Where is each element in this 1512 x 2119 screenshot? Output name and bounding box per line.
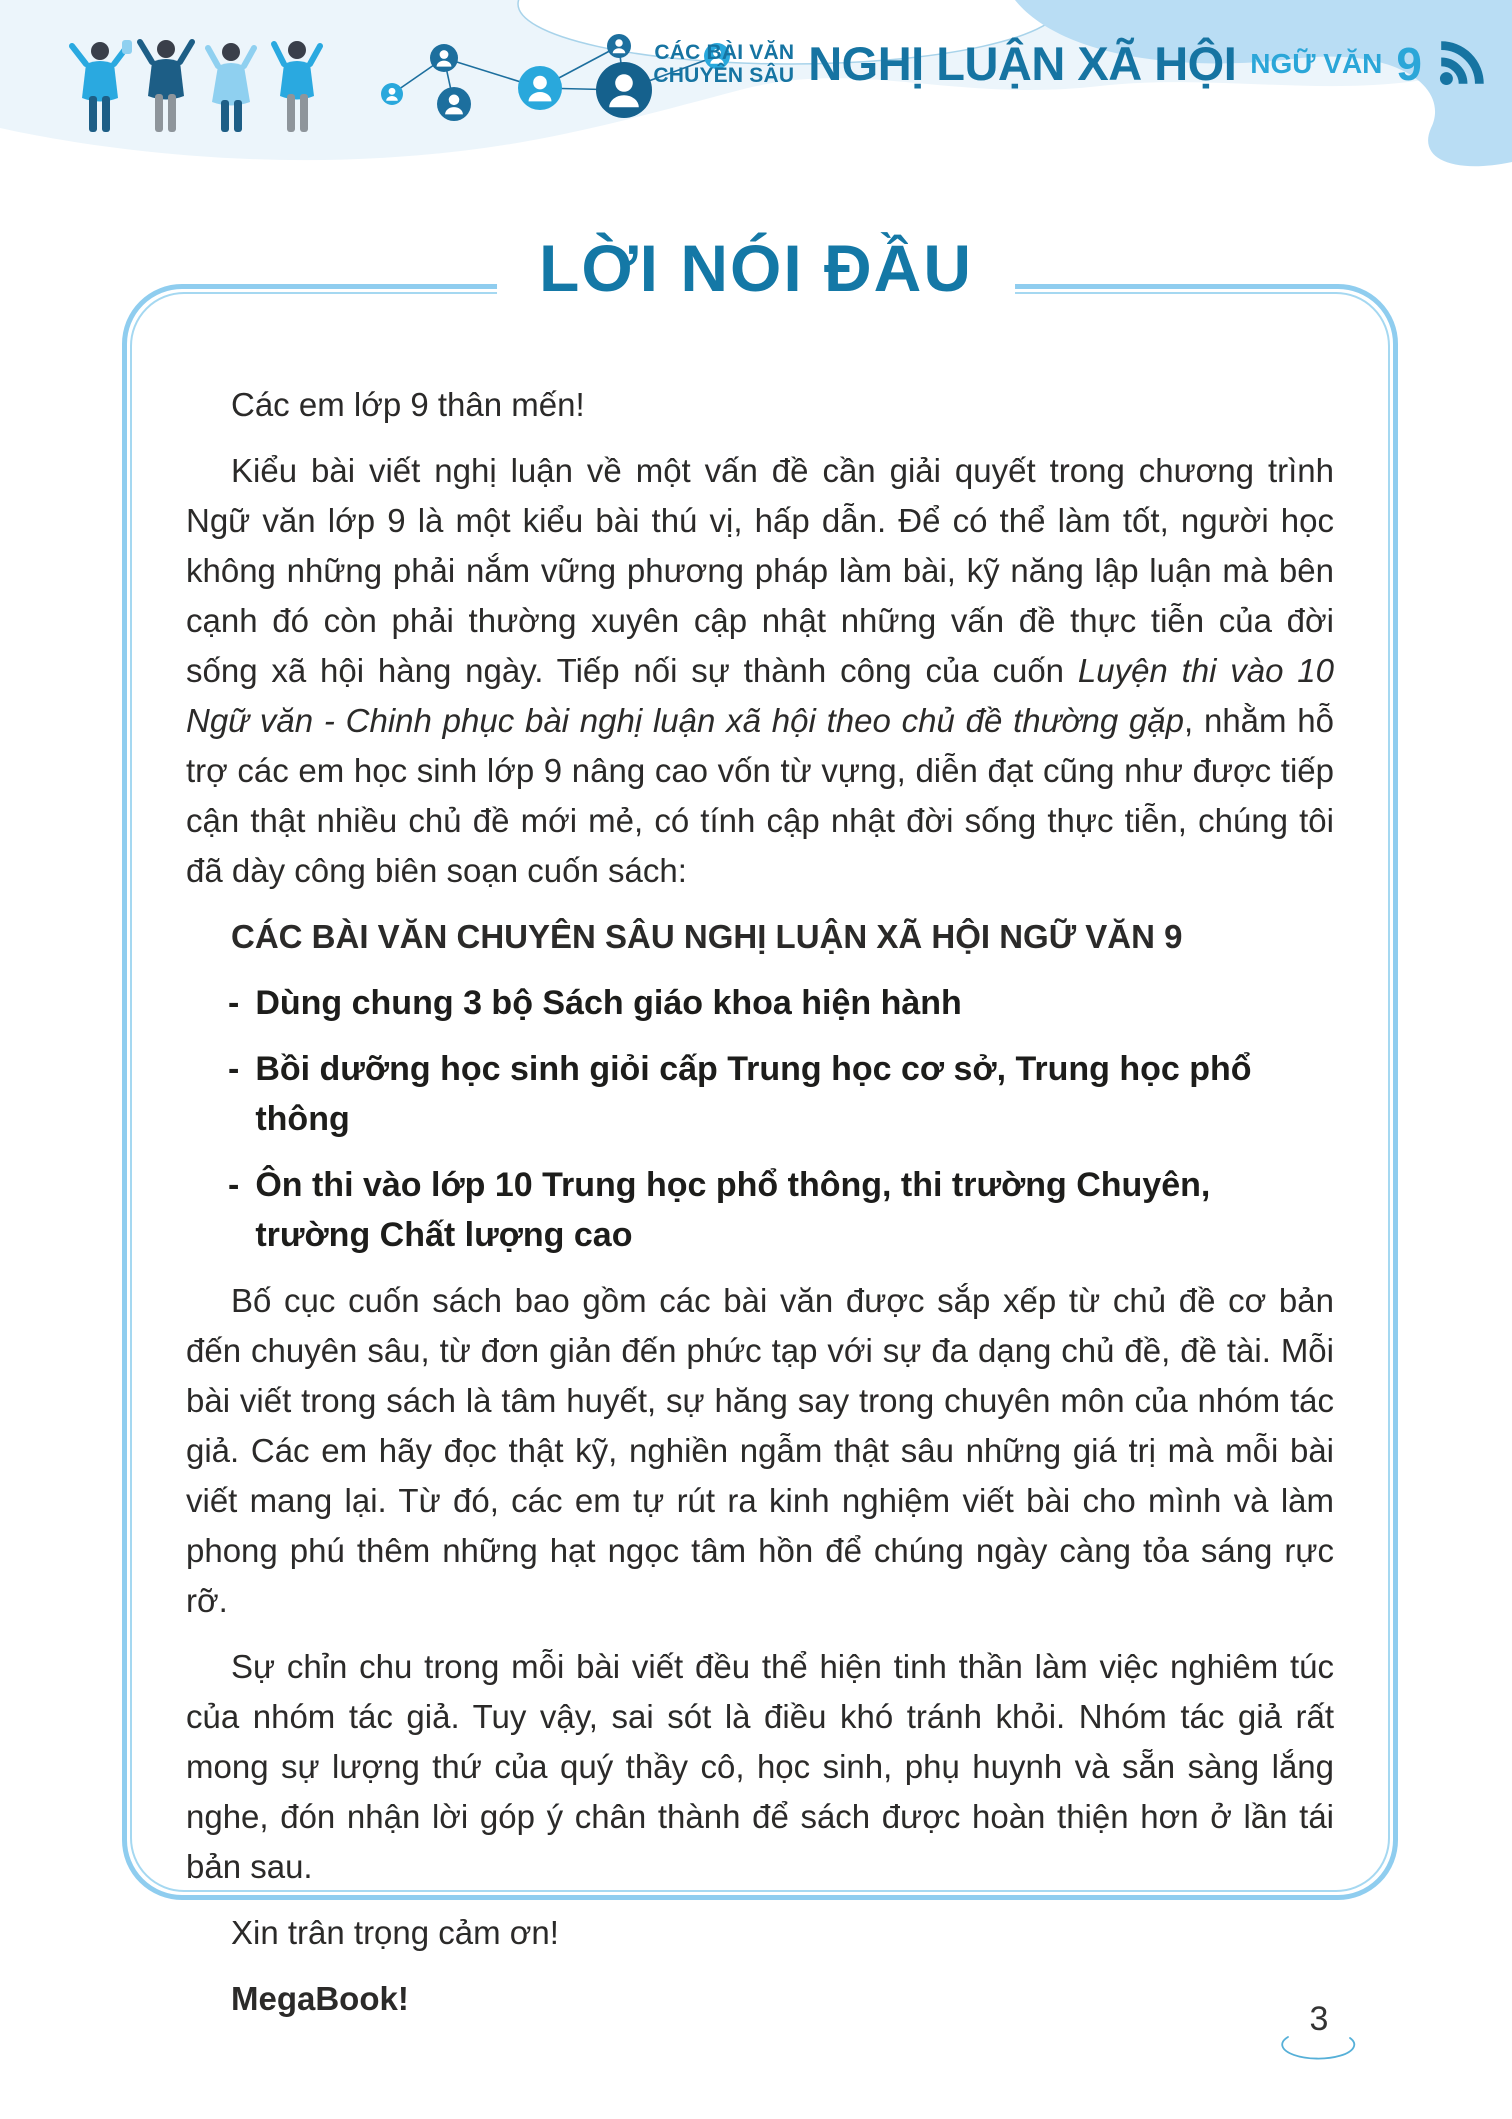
preface-paragraph-2: Bố cục cuốn sách bao gồm các bài văn được sắp xếp từ chủ đề cơ bản đến chuyên sâu, từ đơn giản đến phức tạp với sự đa dạng chủ đề, đề tài. Mỗi bài viết trong sách là tâm huyết, sự hăng say trong chuyên môn của nhóm tác giả. Các em hãy đọc thật kỹ, nghiền ngẫm thật sâu những giá trị mà mỗi bài viết mang lại. Từ đó, các em tự rút ra kinh nghiệm viết bài cho mình và làm phong phú thêm những hạt ngọc tâm hồn để chúng ngày càng tỏa sáng rực rỡ.: [186, 1282, 1334, 1619]
preface-box-inner: [130, 292, 1390, 2017]
bullet-text: Bồi dưỡng học sinh giỏi cấp Trung học cơ sở, Trung học phổ thông: [255, 1050, 1252, 1138]
closing-line: Xin trân trọng cảm ơn!: [231, 1914, 559, 1951]
preface-paragraph-1: [186, 446, 1334, 896]
page-number: 3: [1309, 2000, 1329, 2038]
referenced-book-title: Luyện thi vào 10 Ngữ văn - Chinh phục bài nghị luận xã hội theo chủ đề thường gặp: [186, 652, 1334, 739]
book-name-heading: CÁC BÀI VĂN CHUYÊN SÂU NGHỊ LUẬN XÃ HỘI NGỮ VĂN 9: [231, 918, 1183, 955]
people-group-icon: [62, 34, 338, 138]
book-brand: [653, 36, 1486, 91]
page-header: [0, 0, 1512, 250]
paragraph-text: , nhằm hỗ trợ các em học sinh lớp 9 nâng cao vốn từ vựng, diễn đạt cũng như được tiếp cận thật nhiều chủ đề mới mẻ, có tính cập nhật đời sống thực tiễn, chúng tôi đã dày công biên soạn cuốn sách:: [186, 702, 1334, 889]
bullet-text: Dùng chung 3 bộ Sách giáo khoa hiện hành: [255, 984, 962, 1022]
rss-icon: [1436, 39, 1486, 89]
page-title: LỜI NÓI ĐẦU: [497, 220, 1015, 316]
bullet-item: [228, 978, 1334, 1028]
bullet-text: Ôn thi vào lớp 10 Trung học phổ thông, thi trường Chuyên, trường Chất lượng cao: [255, 1166, 1211, 1254]
publisher-signature: MegaBook!: [231, 1980, 409, 2017]
bullet-marker: -: [228, 1050, 240, 1088]
brand-subject: NGỮ VĂN: [1250, 47, 1383, 79]
preface-box: [122, 284, 1398, 2017]
bullet-item: [228, 1160, 1334, 1260]
bullet-marker: -: [228, 984, 240, 1022]
paragraph-text: Kiểu bài viết nghị luận về một vấn đề cần giải quyết trong chương trình Ngữ văn lớp 9 là một kiểu bài thú vị, hấp dẫn. Để có thể làm tốt, người học không những phải nắm vững phương pháp làm bài, kỹ năng lập luận mà bên cạnh đó còn phải thường xuyên cập nhật những vấn đề thực tiễn của đời sống xã hội hàng ngày. Tiếp nối sự thành công của cuốn: [186, 452, 1334, 689]
preface-paragraph-3: Sự chỉn chu trong mỗi bài viết đều thể hiện tinh thần làm việc nghiêm túc của nhóm tác giả. Tuy vậy, sai sót là điều khó tránh khỏi. Nhóm tác giả rất mong sự lượng thứ của quý thầy cô, học sinh, phụ huynh và sẵn sàng lắng nghe, đón nhận lời góp ý chân thành để sách được hoàn thiện hơn ở lần tái bản sau.: [186, 1648, 1334, 1885]
feature-bullet-list: [186, 978, 1334, 1260]
bullet-marker: -: [228, 1166, 240, 1204]
brand-title: NGHỊ LUẬN XÃ HỘI: [808, 37, 1237, 90]
bullet-item: [228, 1044, 1334, 1144]
brand-tagline-line2: CHUYÊN SÂU: [653, 63, 795, 87]
brand-tagline: [653, 41, 794, 87]
brand-grade: 9: [1396, 37, 1422, 90]
brand-tagline-line1: CÁC BÀI VĂN: [654, 40, 795, 64]
preface-greeting: Các em lớp 9 thân mến!: [231, 386, 585, 423]
